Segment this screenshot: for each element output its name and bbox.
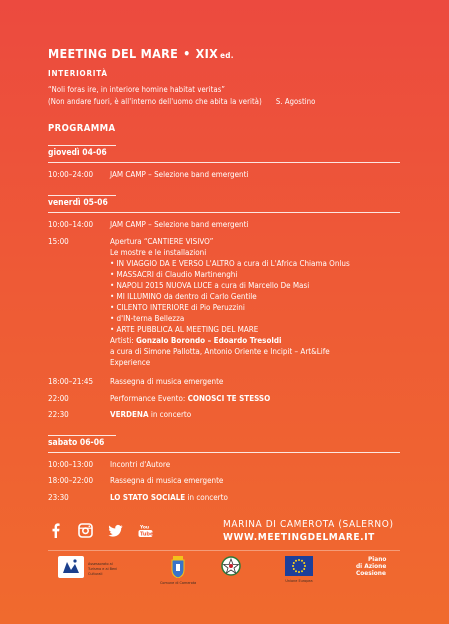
event-line: Incontri d'Autore [110, 460, 171, 470]
day-label: venerdì 05-06 [48, 198, 108, 209]
program-heading: PROGRAMMA [48, 123, 116, 134]
event-line: VERDENA in concerto [110, 409, 192, 419]
event-time: 10:00–24:00 [48, 170, 94, 179]
svg-text:Tube: Tube [140, 531, 153, 538]
event-time: 10:00–14:00 [48, 220, 94, 230]
quote-author: S. Agostino [275, 97, 316, 106]
comune-crest-icon [171, 556, 185, 578]
title-bullet: • [183, 46, 191, 61]
event-description [110, 236, 350, 368]
event-title [48, 46, 234, 61]
event-time: 23:30 [48, 492, 69, 502]
edition-number: XIX [195, 46, 219, 61]
repubblica-italiana-logo [221, 556, 241, 576]
website-link[interactable]: WWW.MEETINGDELMARE.IT [223, 532, 375, 543]
schedule-row [48, 376, 223, 387]
quote-italian [48, 97, 315, 106]
event-description [110, 169, 248, 180]
event-line: • MI ILLUMINO da dentro di Carlo Gentile [110, 291, 257, 301]
event-line: Rassegna di musica emergente [110, 377, 224, 387]
day-divider-bottom [48, 452, 400, 453]
sponsor-logos [48, 556, 400, 596]
day-label: sabato 06-06 [48, 438, 105, 449]
footer-divider [48, 550, 400, 551]
regione-campania-logo [58, 556, 126, 578]
event-time: 18:00–21:45 [48, 377, 94, 387]
event-line: JAM CAMP – Selezione band emergenti [110, 170, 249, 179]
italian-emblem-icon [221, 556, 241, 576]
event-description [110, 409, 191, 420]
event-time: 22:30 [48, 409, 69, 419]
event-line: JAM CAMP – Selezione band emergenti [110, 220, 249, 230]
event-time: 18:00–22:00 [48, 476, 94, 486]
comune-caption: Comune di Camerota [160, 580, 197, 585]
event-description [110, 393, 270, 404]
event-line: • IN VIAGGIO DA E VERSO L'ALTRO a cura di L'Africa Chiama Onlus [110, 258, 350, 268]
regione-emblem-icon [58, 556, 84, 578]
event-line: • MASSACRI di Claudio Martinenghi [110, 269, 238, 279]
event-line: Artisti: Gonzalo Borondo – Edoardo Tresoldi [110, 335, 282, 345]
event-description [110, 475, 223, 486]
ue-caption: Unione Europea [285, 578, 313, 583]
youtube-icon[interactable] [138, 523, 153, 538]
event-line: Experience [110, 357, 151, 367]
event-description [110, 376, 223, 387]
quote-italian-text: (Non andare fuori, è all'interno dell'uomo che abita la verità) [48, 97, 262, 106]
day-divider-top [48, 145, 116, 146]
piano-line1: Piano [368, 555, 387, 563]
schedule-row [48, 475, 223, 486]
social-icons [48, 523, 153, 539]
theme-label: INTERIORITÀ [48, 69, 108, 78]
event-line: Rassegna di musica emergente [110, 476, 224, 486]
event-line: • CILENTO INTERIORE di Pio Peruzzini [110, 302, 245, 312]
day-label: giovedì 04-06 [48, 148, 107, 158]
comune-camerota-logo [160, 556, 196, 585]
day-divider-top [48, 195, 116, 196]
event-description [110, 459, 170, 470]
schedule-row [48, 219, 248, 230]
schedule-row [48, 409, 191, 420]
piano-azione-coesione-logo [356, 556, 386, 577]
event-time: 22:00 [48, 393, 69, 403]
event-line: Apertura “CANTIERE VISIVO” [110, 236, 214, 246]
eu-flag-icon [285, 556, 313, 576]
event-line: • ARTE PUBBLICA AL MEETING DEL MARE [110, 324, 259, 334]
event-description [110, 219, 248, 230]
instagram-icon[interactable] [78, 523, 93, 538]
title-text: MEETING DEL MARE [48, 46, 179, 61]
facebook-icon[interactable] [48, 523, 63, 538]
event-time: 15:00 [48, 236, 69, 246]
piano-line2: di Azione [356, 562, 387, 570]
schedule-row [48, 393, 270, 404]
piano-line3: Coesione [356, 569, 386, 577]
day-divider-bottom [48, 162, 400, 163]
schedule-row [48, 492, 228, 503]
svg-text:You: You [140, 525, 150, 531]
edition-suffix: ed. [220, 51, 234, 60]
event-description [110, 492, 228, 503]
event-line: Performance Evento: CONOSCI TE STESSO [110, 393, 271, 403]
schedule-row [48, 236, 350, 368]
event-line: • d'IN-terna Bellezza [110, 313, 185, 323]
quote-latin: “Noli foras ire, in interiore homine habitat veritas” [48, 85, 226, 94]
event-location: MARINA DI CAMEROTA (SALERNO) [223, 519, 394, 530]
event-line: • NAPOLI 2015 NUOVA LUCE a cura di Marcello De Masi [110, 280, 310, 290]
day-divider-bottom [48, 212, 400, 213]
event-line: Le mostre e le installazioni [110, 247, 207, 257]
schedule-row [48, 459, 170, 470]
event-time: 10:00–13:00 [48, 460, 94, 470]
event-line: LO STATO SOCIALE in concerto [110, 492, 228, 502]
regione-caption: Assessorato al Turismo e ai Beni Culturali [88, 560, 118, 576]
twitter-icon[interactable] [108, 523, 123, 538]
event-line: a cura di Simone Pallotta, Antonio Oriente e Incipit – Art&Life [110, 346, 330, 356]
schedule-row [48, 169, 248, 180]
day-divider-top [48, 435, 116, 436]
unione-europea-logo [285, 556, 313, 583]
